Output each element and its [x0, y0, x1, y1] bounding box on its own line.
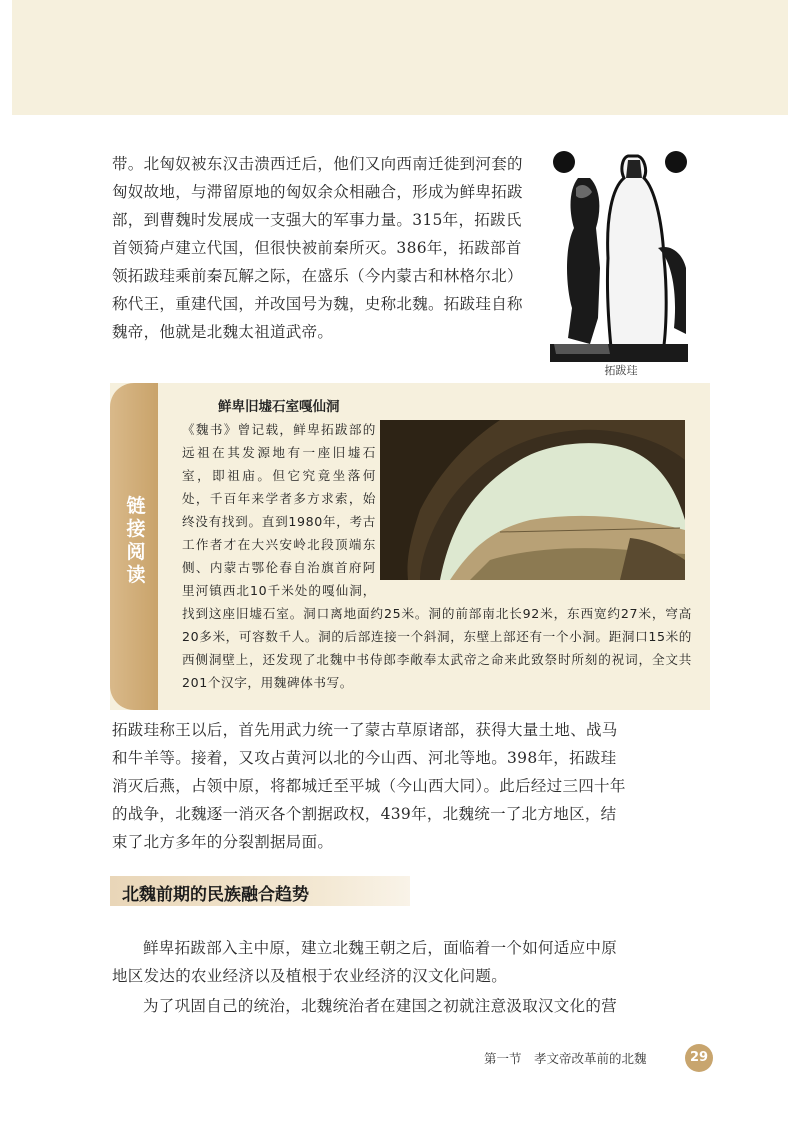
footer-section-title: 第一节 孝文帝改革前的北魏: [484, 1051, 647, 1066]
gaxian-cave-photo: [380, 420, 685, 580]
portrait-caption: 拓跋珪: [604, 364, 638, 377]
paragraph-unification: 拓跋珪称王以后，首先用武力统一了蒙古草原诸部，获得大量土地、战马和牛羊等。接着，又攻占黄河以北的今山西、河北等地。398年，拓跋珪消灭后燕，占领中原，将都城迁至平城（今山西大同）。此后经过三四十年的战争，北魏逐一消灭各个割据政权，439年，北魏统一了北方地区，结束了北方多年的分裂割据局面。: [112, 721, 626, 851]
intro-paragraph: 带。北匈奴被东汉击溃西迁后，他们又向西南迁徙到河套的匈奴故地，与滞留原地的匈奴余众相融合，形成为鲜卑拓跋部，到曹魏时发展成一支强大的军事力量。315年，拓跋氏首领猗卢建立代国，但很快被前秦所灭。386年，拓跋部首领拓跋珪乘前秦瓦解之际，在盛乐（今内蒙古和林格尔北）称代王，重建代国，并改国号为魏，史称北魏。拓跋珪自称魏帝，他就是北魏太祖道武帝。: [112, 155, 523, 341]
header-band: [12, 0, 788, 115]
reading-text: 《魏书》曾记载，鲜卑拓跋部的远祖在其发源地有一座旧墟石室，即祖庙。但它究竟坐落何处，千百年来学者多方求索，始终没有找到。直到1980年，考古工作者才在大兴安岭北段顶端东侧、内蒙古鄂伦春自治旗首府阿里河镇西北10千米处的嘎仙洞，找到这座旧墟石室。洞口离地面约25米。洞的前部南北长92米，东西宽约27米，穹高20多米，可容数千人。洞的后部连接一个斜洞，东壁上部还有一个小洞。距洞口15米的西侧洞壁上，还发现了北魏中书侍郎李敞奉太武帝之命来此致祭时所刻的祝词，全文共201个汉字，用魏碑体书写。: [182, 422, 692, 690]
paragraph-consolidation: 为了巩固自己的统治，北魏统治者在建国之初就注意汲取汉文化的营: [143, 997, 618, 1015]
reading-title: 鲜卑旧墟石室嘎仙洞: [218, 399, 340, 415]
section-heading: 北魏前期的民族融合趋势: [122, 885, 309, 905]
reading-tab-label: 链接阅读: [126, 495, 146, 586]
paragraph-integration: 鲜卑拓跋部入主中原，建立北魏王朝之后，面临着一个如何适应中原地区发达的农业经济以及植根于农业经济的汉文化问题。: [112, 939, 618, 985]
tuoba-gui-portrait: [550, 148, 688, 362]
page-number: 29: [685, 1044, 713, 1072]
